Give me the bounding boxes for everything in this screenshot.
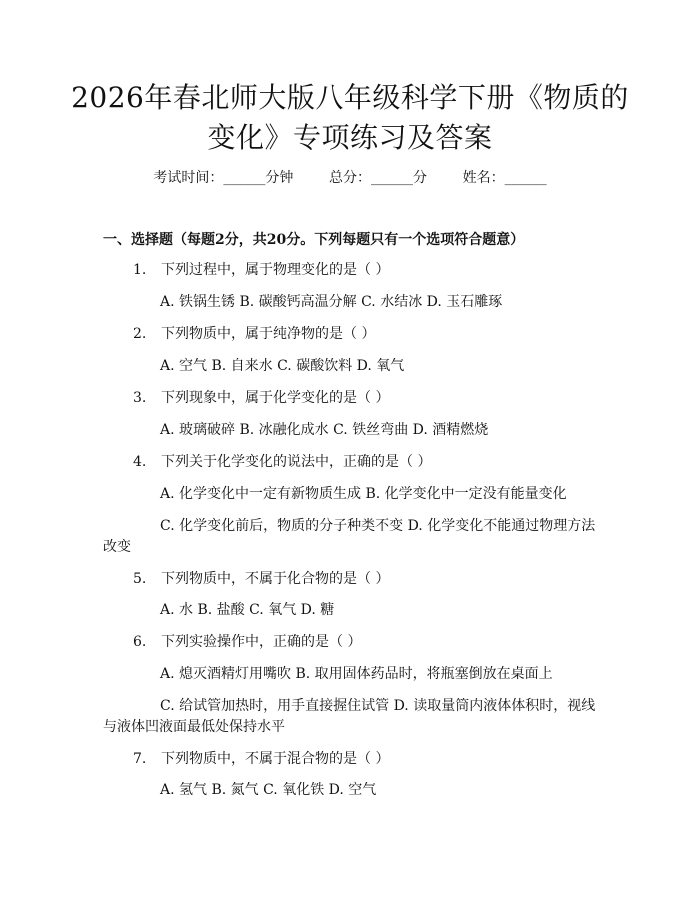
question-text: 下列关于化学变化的说法中，正确的是（ ） [161, 454, 432, 470]
question-text: 下列实验操作中，正确的是（ ） [161, 634, 362, 650]
question-number: 1. [133, 262, 147, 278]
question-6 [133, 632, 361, 652]
question-number: 4. [133, 454, 147, 470]
question-number: 5. [133, 571, 147, 587]
section-title: 一、选择题（每题2分，共20分。下列每题只有一个选项符合题意） [103, 232, 525, 248]
question-7 [133, 749, 389, 769]
question-1-options: A. 铁锅生锈 B. 碳酸钙高温分解 C. 水结冰 D. 玉石雕琢 [160, 294, 503, 310]
question-3 [133, 388, 389, 408]
question-text: 下列现象中，属于化学变化的是（ ） [161, 390, 390, 406]
question-6-options-line1: A. 熄灭酒精灯用嘴吹 B. 取用固体药品时，将瓶塞倒放在桌面上 [160, 666, 553, 682]
exam-score: 总分：______分 [329, 170, 427, 186]
question-4-options-line2: C. 化学变化前后，物质的分子种类不变 D. 化学变化不能通过物理方法 [160, 518, 596, 534]
student-name: 姓名：______ [462, 170, 547, 186]
question-5 [133, 569, 389, 589]
question-4 [133, 452, 431, 472]
question-1 [133, 260, 389, 280]
question-4-options-line3: 改变 [103, 539, 131, 555]
exam-info [0, 168, 700, 188]
question-6-options-line2: C. 给试管加热时，用手直接握住试管 D. 读取量筒内液体体积时，视线 [160, 698, 596, 714]
question-text: 下列物质中，不属于化合物的是（ ） [161, 571, 390, 587]
question-7-options: A. 氢气 B. 氮气 C. 氧化铁 D. 空气 [160, 782, 377, 798]
question-text: 下列物质中，不属于混合物的是（ ） [161, 751, 390, 767]
document-title-line2: 变化》专项练习及答案 [207, 121, 493, 154]
question-number: 7. [133, 751, 147, 767]
exam-time: 考试时间：______分钟 [153, 170, 294, 186]
question-3-options: A. 玻璃破碎 B. 冰融化成水 C. 铁丝弯曲 D. 酒精燃烧 [160, 422, 489, 438]
question-number: 3. [133, 390, 147, 406]
question-6-options-line3: 与液体凹液面最低处保持水平 [103, 719, 285, 735]
question-2 [133, 324, 375, 344]
question-2-options: A. 空气 B. 自来水 C. 碳酸饮料 D. 氧气 [160, 358, 405, 374]
question-number: 6. [133, 634, 147, 650]
question-text: 下列过程中，属于物理变化的是（ ） [161, 262, 390, 278]
question-number: 2. [133, 326, 147, 342]
question-4-options-line1: A. 化学变化中一定有新物质生成 B. 化学变化中一定没有能量变化 [160, 486, 567, 502]
question-text: 下列物质中，属于纯净物的是（ ） [161, 326, 376, 342]
question-5-options: A. 水 B. 盐酸 C. 氧气 D. 糖 [160, 602, 335, 618]
document-title-line1: 2026年春北师大版八年级科学下册《物质的 [71, 81, 629, 114]
